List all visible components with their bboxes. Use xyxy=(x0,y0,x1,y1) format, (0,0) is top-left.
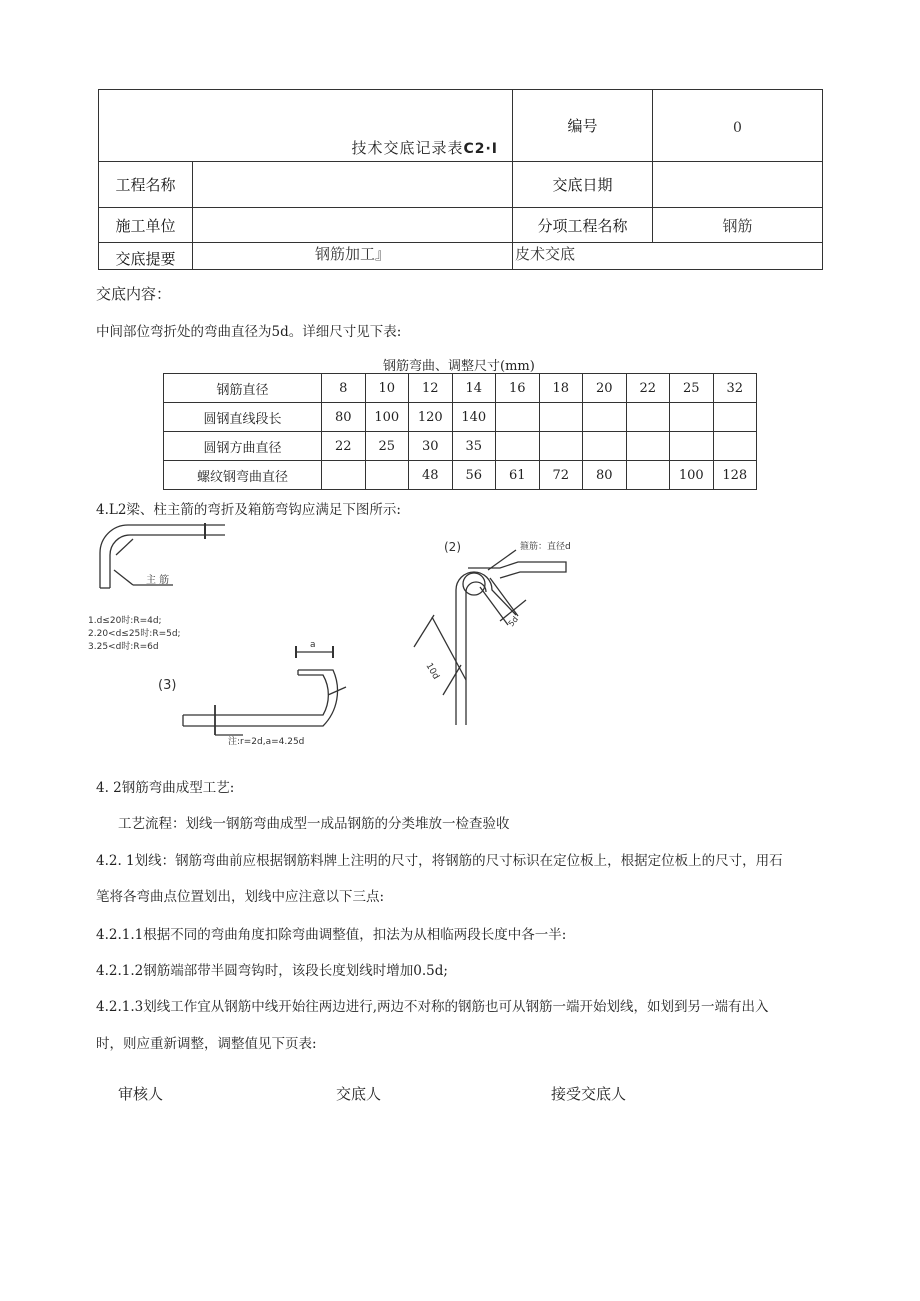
summary-value-left: 钢筋加工』 xyxy=(193,243,513,270)
project-name-value xyxy=(193,162,513,208)
form-title-cell xyxy=(99,90,513,162)
dim-5d: 5d xyxy=(506,614,521,629)
stirrup-label: 箍筋：直径d xyxy=(520,542,571,552)
fig3-label: (3) xyxy=(158,678,177,693)
table-cell xyxy=(713,403,757,432)
table-cell: 72 xyxy=(539,461,583,490)
table-cell xyxy=(670,403,714,432)
item-4-2-1-2: 4.2.1.2钢筋端部带半圆弯钩时，该段长度划线时增加0.5d; xyxy=(96,963,448,979)
table-cell xyxy=(583,432,627,461)
table-row xyxy=(164,461,757,490)
sub-project-label: 分项工程名称 xyxy=(513,208,653,243)
row-label: 螺纹钢弯曲直径 xyxy=(164,461,322,490)
dimension-table xyxy=(163,373,757,490)
item-4-2-1-3-line2: 时，则应重新调整，调整值见下页表: xyxy=(96,1036,317,1052)
item-4-2-1-3-line1: 4.2.1.3划线工作宜从钢筋中线开始往两边进行,两边不对称的钢筋也可从钢筋一端开始划线，如划到另一端有出入 xyxy=(96,999,769,1015)
table-cell xyxy=(322,461,366,490)
diameter-cell: 8 xyxy=(322,374,366,403)
rule-1: 1.d≤20时:R=4d; xyxy=(88,616,162,626)
diameter-cell: 22 xyxy=(626,374,670,403)
table-caption: 钢筋弯曲、调整尺寸(mm) xyxy=(383,359,535,374)
table-cell xyxy=(539,432,583,461)
summary-value-right: 皮术交底 xyxy=(513,243,823,270)
number-value: 0 xyxy=(653,90,823,162)
number-label: 编号 xyxy=(513,90,653,162)
hook-note: 注:r=2d,a=4.25d xyxy=(228,737,305,747)
dim-10d: 10d xyxy=(423,661,441,682)
project-name-label: 工程名称 xyxy=(99,162,193,208)
figure-3-hook xyxy=(183,646,346,735)
table-cell: 128 xyxy=(713,461,757,490)
diameter-cell: 14 xyxy=(452,374,496,403)
table-cell xyxy=(539,403,583,432)
form-code: C2·I xyxy=(463,141,498,157)
table-cell: 22 xyxy=(322,432,366,461)
diameter-cell: 16 xyxy=(496,374,540,403)
item-4-2-1-1: 4.2.1.1根据不同的弯曲角度扣除弯曲调整值，扣法为从相临两段长度中各一半: xyxy=(96,927,567,943)
bending-figures xyxy=(88,515,628,750)
dim-a: a xyxy=(310,640,316,650)
row-label: 圆钢方曲直径 xyxy=(164,432,322,461)
main-bar-label: 主 筋 xyxy=(146,575,170,586)
intro-text: 中间部位弯折处的弯曲直径为5d。详细尺寸见下表: xyxy=(96,324,402,340)
section-4-1: 4.L2梁、柱主箭的弯折及箱筋弯钩应满足下图所示: xyxy=(96,502,401,518)
content-heading: 交底内容： xyxy=(96,285,172,303)
table-cell: 35 xyxy=(452,432,496,461)
header-table xyxy=(98,89,823,270)
table-cell xyxy=(496,432,540,461)
rule-2: 2.20<d≤25时:R=5d; xyxy=(88,629,181,639)
fig2-label: (2) xyxy=(444,540,461,554)
table-row xyxy=(164,432,757,461)
table-cell xyxy=(670,432,714,461)
figure-2-stirrup xyxy=(414,550,566,725)
table-row xyxy=(164,403,757,432)
header-label: 钢筋直径 xyxy=(164,374,322,403)
table-cell: 30 xyxy=(409,432,453,461)
summary-label: 交底提要 xyxy=(99,243,193,270)
table-cell: 100 xyxy=(670,461,714,490)
date-value xyxy=(653,162,823,208)
sub-project-value: 钢筋 xyxy=(653,208,823,243)
table-cell: 48 xyxy=(409,461,453,490)
table-cell: 140 xyxy=(452,403,496,432)
table-header-row xyxy=(164,374,757,403)
date-label: 交底日期 xyxy=(513,162,653,208)
discloser-label: 交底人 xyxy=(336,1085,382,1103)
table-cell xyxy=(365,461,409,490)
diameter-cell: 12 xyxy=(409,374,453,403)
contractor-label: 施工单位 xyxy=(99,208,193,243)
table-cell: 100 xyxy=(365,403,409,432)
table-cell: 25 xyxy=(365,432,409,461)
table-cell: 56 xyxy=(452,461,496,490)
section-4-2-1-line2: 笔将各弯曲点位置划出，划线中应注意以下三点: xyxy=(96,889,385,905)
rule-3: 3.25<d时:R=6d xyxy=(88,642,159,652)
table-cell xyxy=(626,403,670,432)
receiver-label: 接受交底人 xyxy=(551,1085,627,1103)
table-cell xyxy=(626,432,670,461)
section-4-2: 4. 2钢筋弯曲成型工艺: xyxy=(96,780,235,796)
reviewer-label: 审核人 xyxy=(118,1085,164,1103)
table-cell: 120 xyxy=(409,403,453,432)
contractor-value xyxy=(193,208,513,243)
diameter-cell: 32 xyxy=(713,374,757,403)
table-cell xyxy=(713,432,757,461)
table-cell xyxy=(496,403,540,432)
diameter-cell: 18 xyxy=(539,374,583,403)
table-cell xyxy=(626,461,670,490)
form-title: 技术交底记录表 xyxy=(351,139,464,157)
table-cell xyxy=(583,403,627,432)
diameter-cell: 25 xyxy=(670,374,714,403)
table-cell: 80 xyxy=(583,461,627,490)
diameter-cell: 10 xyxy=(365,374,409,403)
diameter-cell: 20 xyxy=(583,374,627,403)
process-text: 工艺流程：划线一钢筋弯曲成型一成品钢筋的分类堆放一检查验收 xyxy=(118,816,510,832)
row-label: 圆钢直线段长 xyxy=(164,403,322,432)
table-cell: 80 xyxy=(322,403,366,432)
table-cell: 61 xyxy=(496,461,540,490)
section-4-2-1-line1: 4.2. 1划线：钢筋弯曲前应根据钢筋料牌上注明的尺寸，将钢筋的尺寸标识在定位板上，根据定位板上的尺寸，用石 xyxy=(96,853,783,869)
